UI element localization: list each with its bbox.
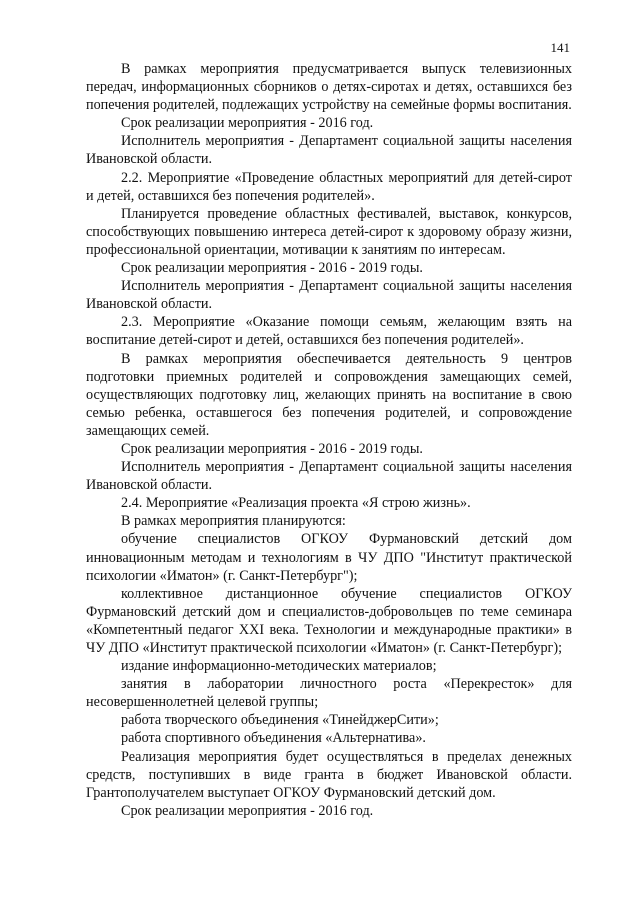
paragraph: Планируется проведение областных фестивалей, выставок, конкурсов, способствующих повышению интереса детей-сирот к здоровому образу жизни, профессиональной ориентации, мотивации к занятиям по интересам. — [86, 205, 572, 258]
paragraph: издание информационно-методических материалов; — [121, 658, 437, 675]
paragraph: Исполнитель мероприятия - Департамент социальной защиты населения Ивановской области. — [86, 133, 572, 168]
paragraph: работа творческого объединения «ТинейджерСити»; — [121, 712, 439, 729]
paragraph: обучение специалистов ОГКОУ Фурмановский детский дом инновационным методам и технологиям в ЧУ ДПО "Институт практической психологии «Иматон» (г. Санкт-Петербург"); — [86, 531, 572, 584]
paragraph: 2.2. Мероприятие «Проведение областных мероприятий для детей-сирот и детей, оставшихся без попечения родителей». — [86, 169, 572, 204]
paragraph: 2.3. Мероприятие «Оказание помощи семьям, желающим взять на воспитание детей-сирот и детей, оставшихся без попечения родителей». — [86, 314, 572, 349]
paragraph: Исполнитель мероприятия - Департамент социальной защиты населения Ивановской области. — [86, 459, 572, 494]
paragraph: В рамках мероприятия планируются: — [121, 513, 346, 530]
paragraph: работа спортивного объединения «Альтернатива». — [121, 730, 426, 747]
paragraph: Исполнитель мероприятия - Департамент социальной защиты населения Ивановской области. — [86, 278, 572, 313]
paragraph: занятия в лаборатории личностного роста «Перекресток» для несовершеннолетней целевой группы; — [86, 676, 572, 711]
paragraph: Срок реализации мероприятия - 2016 - 2019 годы. — [121, 440, 423, 457]
paragraph: Реализация мероприятия будет осуществляться в пределах денежных средств, поступивших в виде гранта в бюджет Ивановской области. Грантополучателем выступает ОГКОУ Фурмановский детский дом. — [86, 748, 572, 801]
paragraph: В рамках мероприятия предусматривается выпуск телевизионных передач, информационных сборников о детях-сиротах и детях, оставшихся без попечения родителей, подлежащих устройству на семейные формы воспитания. — [86, 61, 572, 114]
paragraph: коллективное дистанционное обучение специалистов ОГКОУ Фурмановский детский дом и специалистов-добровольцев по теме семинара «Компетентный педагог XXI века. Технологии и международные практики» в ЧУ ДПО «Институт практической психологии «Иматон» (г. Санкт-Петербург); — [86, 585, 572, 656]
paragraph: Срок реализации мероприятия - 2016 год. — [121, 802, 374, 819]
paragraph: 2.4. Мероприятие «Реализация проекта «Я строю жизнь». — [121, 495, 471, 512]
document-body — [86, 60, 572, 820]
paragraph: В рамках мероприятия обеспечивается деятельность 9 центров подготовки приемных родителей и сопровождения замещающих семей, осуществляющих подготовку лиц, желающих принять на воспитание в свою семью ребенка, оставшегося без попечения родителей, и сопровождение замещающих семей. — [86, 350, 572, 439]
paragraph: Срок реализации мероприятия - 2016 год. — [121, 115, 374, 132]
page-number: 141 — [550, 40, 570, 55]
paragraph: Срок реализации мероприятия - 2016 - 2019 годы. — [121, 260, 423, 277]
